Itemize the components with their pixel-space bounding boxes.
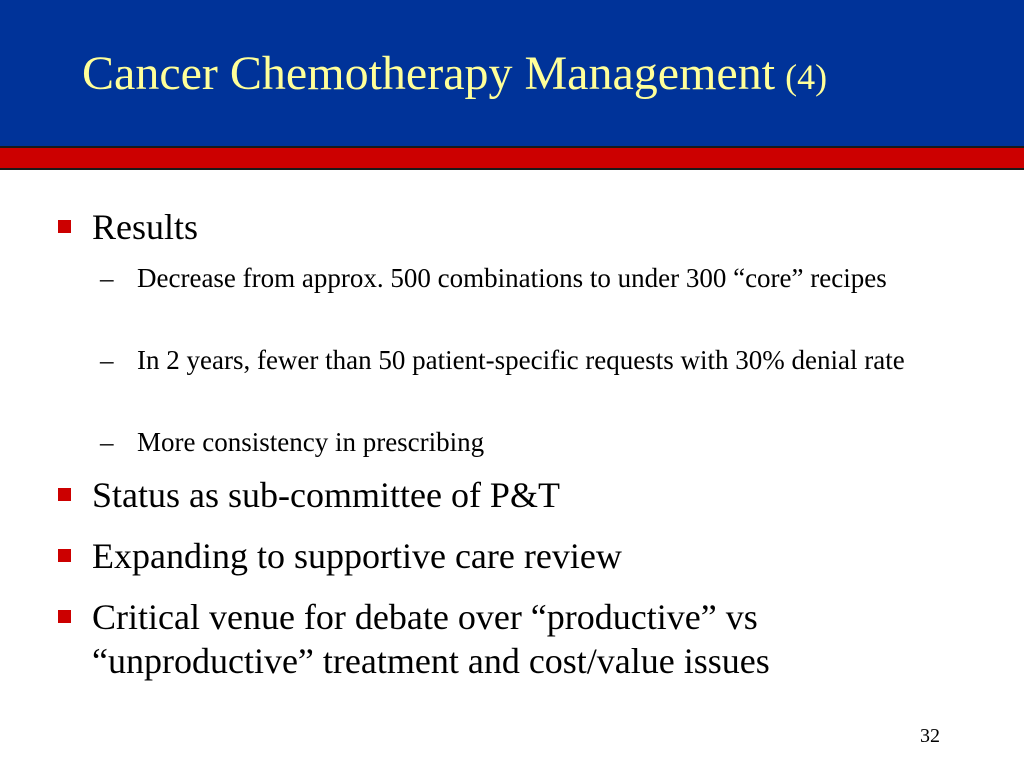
- sub-bullet-requests: [100, 342, 950, 378]
- bullet-text: Expanding to supportive care review: [92, 536, 622, 576]
- sub-bullet-combinations: [100, 260, 950, 296]
- dash-icon: –: [100, 345, 114, 375]
- accent-stripe: [0, 146, 1024, 170]
- bullet-status: [58, 473, 938, 517]
- sub-bullet-text: More consistency in prescribing: [137, 427, 485, 457]
- bullet-text: Status as sub-committee of P&T: [92, 475, 560, 515]
- title-bar: [0, 0, 1024, 146]
- dash-icon: –: [100, 263, 114, 293]
- page-number: 32: [920, 725, 940, 747]
- sub-bullet-consistency: [100, 424, 950, 460]
- bullet-text: Results: [92, 207, 199, 247]
- slide-title: [82, 44, 827, 107]
- bullet-square-icon: [58, 488, 71, 501]
- bullet-square-icon: [58, 610, 71, 623]
- slide-title-suffix: (4): [785, 57, 828, 97]
- bullet-text: Critical venue for debate over “productive” vs “unproductive” treatment and cost/value issues: [92, 597, 770, 681]
- dash-icon: –: [100, 427, 114, 457]
- bullet-square-icon: [58, 549, 71, 562]
- bullet-square-icon: [58, 220, 71, 233]
- sub-bullet-text: Decrease from approx. 500 combinations to under 300 “core” recipes: [137, 263, 887, 293]
- bullet-results: [58, 205, 938, 249]
- bullet-critical-venue: [58, 595, 938, 683]
- sub-bullet-text: In 2 years, fewer than 50 patient-specific requests with 30% denial rate: [137, 345, 905, 375]
- bullet-supportive-care: [58, 534, 938, 578]
- slide-title-main: Cancer Chemotherapy Management: [82, 47, 776, 100]
